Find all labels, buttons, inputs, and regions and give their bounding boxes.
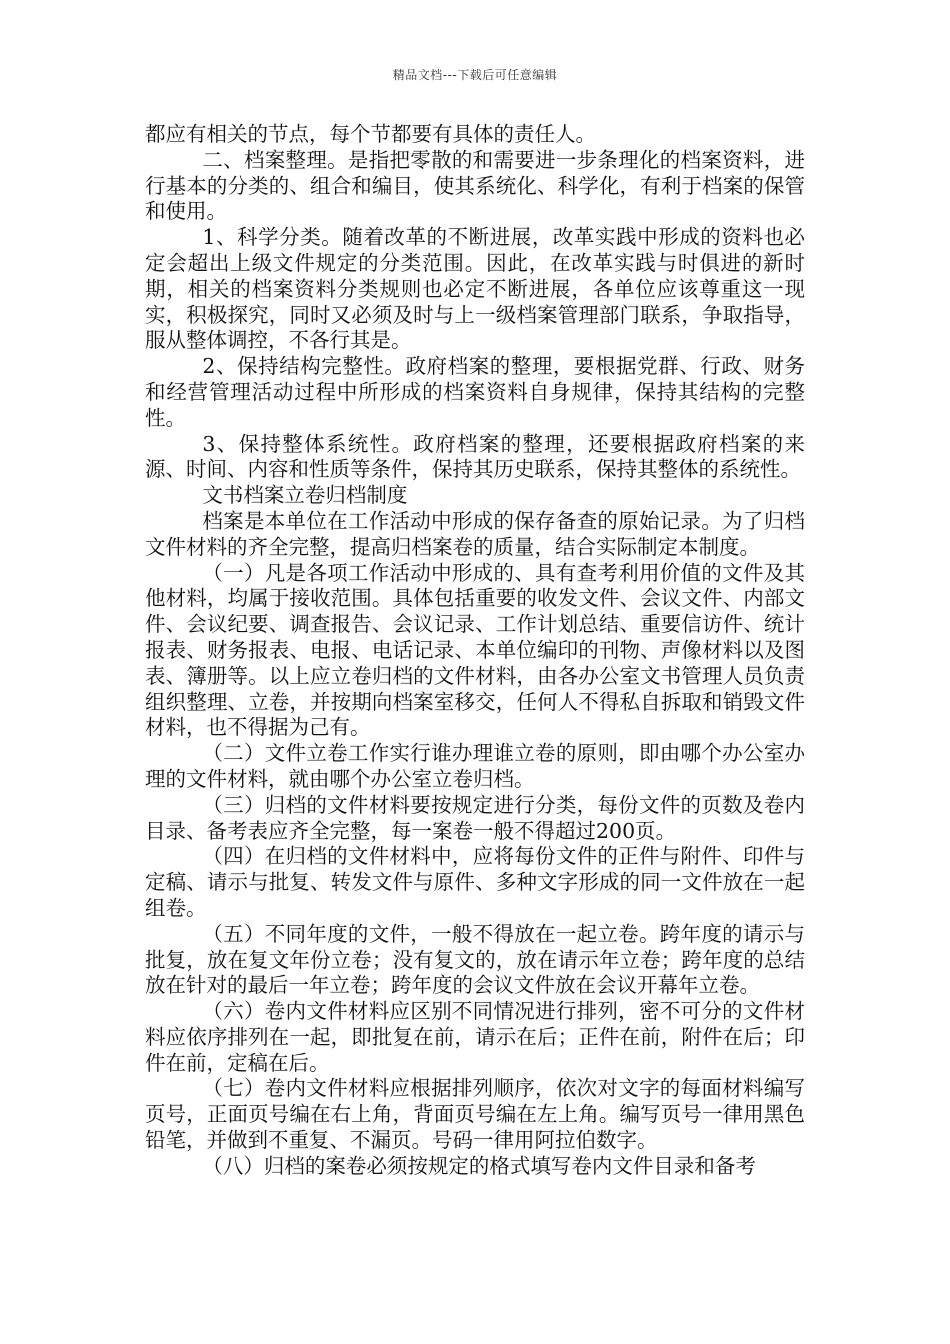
- paragraph: （七）卷内文件材料应根据排列顺序，依次对文字的每面材料编写页号，正面页号编在右上角，背面页号编在左上角。编写页号一律用黑色铅笔，并做到不重复、不漏页。号码一律用阿拉伯数字。: [145, 1076, 805, 1153]
- document-body: [145, 122, 805, 1180]
- paragraph: 2、保持结构完整性。政府档案的整理，要根据党群、行政、财务和经营管理活动过程中所形成的档案资料自身规律，保持其结构的完整性。: [145, 354, 805, 430]
- paragraph: （四）在归档的文件材料中，应将每份文件的正件与附件、印件与定稿、请示与批复、转发文件与原件、多种文字形成的同一文件放在一起组卷。: [145, 844, 805, 920]
- paragraph: 二、档案整理。是指把零散的和需要进一步条理化的档案资料，进行基本的分类的、组合和编目，使其系统化、科学化，有利于档案的保管和使用。: [145, 147, 805, 224]
- paragraph: 都应有相关的节点，每个节都要有具体的责任人。: [145, 122, 596, 146]
- paragraph: （六）卷内文件材料应区别不同情况进行排列，密不可分的文件材料应依序排列在一起，即批复在前，请示在后；正件在前，附件在后；印件在前，定稿在后。: [145, 999, 805, 1075]
- paragraph: （一）凡是各项工作活动中形成的、具有查考利用价值的文件及其他材料，均属于接收范围。具体包括重要的收发文件、会议文件、内部文件、会议纪要、调查报告、会议记录、工作计划总结、重要信访件、统计报表、财务报表、电报、电话记录、本单位编印的刊物、声像材料以及图表、簿册等。以上应立卷归档的文件材料，由各办公室文书管理人员负责组织整理、立卷，并按期向档案室移交，任何人不得私自拆取和销毁文件材料，也不得据为己有。: [145, 560, 805, 740]
- paragraph: （八）归档的案卷必须按规定的格式填写卷内文件目录和备考: [202, 1153, 756, 1178]
- paragraph: 1、科学分类。随着改革的不断进展，改革实践中形成的资料也必定会超出上级文件规定的分类范围。因此，在改革实践与时俱进的新时期，相关的档案资料分类规则也必定不断进展，各单位应该尊重这一现实，积极探究，同时又必须及时与上一级档案管理部门联系，争取指导，服从整体调控，不各行其是。: [145, 225, 805, 353]
- paragraph: （三）归档的文件材料要按规定进行分类，每份文件的页数及卷内目录、备考表应齐全完整，每一案卷一般不得超过200页。: [145, 792, 805, 843]
- section-title: 文书档案立卷归档制度: [202, 483, 408, 508]
- paragraph: 3、保持整体系统性。政府档案的整理，还要根据政府档案的来源、时间、内容和性质等条件，保持其历史联系，保持其整体的系统性。: [145, 431, 805, 482]
- paragraph: （五）不同年度的文件，一般不得放在一起立卷。跨年度的请示与批复，放在复文年份立卷；没有复文的，放在请示年立卷；跨年度的总结放在针对的最后一年立卷；跨年度的会议文件放在会议开幕年立卷。: [145, 921, 805, 998]
- paragraph: （二）文件立卷工作实行谁办理谁立卷的原则，即由哪个办公室办理的文件材料，就由哪个办公室立卷归档。: [145, 741, 805, 791]
- page-header: 精品文档---下载后可任意编辑: [392, 68, 558, 82]
- paragraph: 档案是本单位在工作活动中形成的保存备查的原始记录。为了归档文件材料的齐全完整，提高归档案卷的质量，结合实际制定本制度。: [145, 508, 805, 559]
